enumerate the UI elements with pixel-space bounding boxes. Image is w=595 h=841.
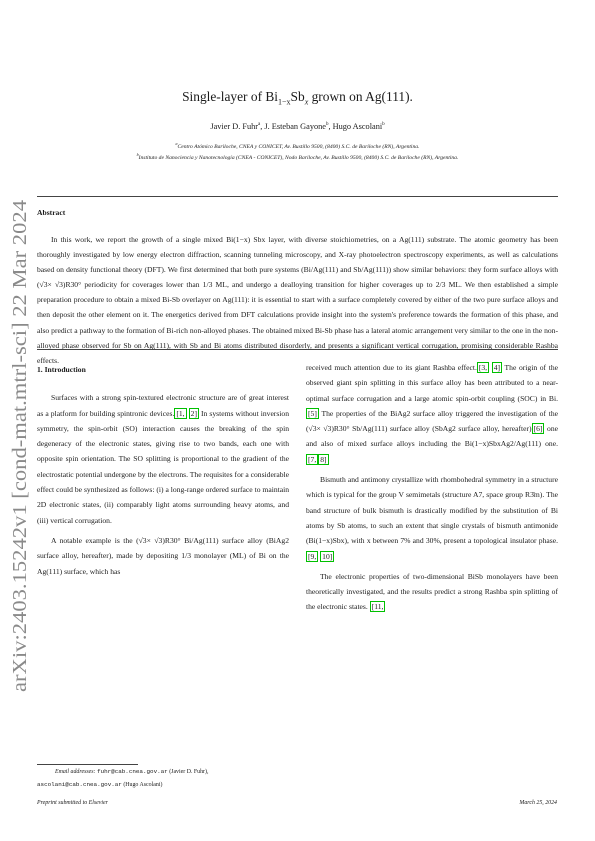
email-link[interactable]: fuhr@cab.cnea.gov.ar xyxy=(97,768,168,775)
preprint-date: March 25, 2024 xyxy=(519,800,557,806)
affiliation-a xyxy=(0,141,595,150)
affiliation-text: Instituto de Nanociencia y Nanotecnología (CNEA - CONICET), Nodo Bariloche, Av. Bustillo 9500, (8400) S.C. de Bariloche (RN), Argentina. xyxy=(138,154,459,161)
footnote-rule xyxy=(37,764,138,765)
title-part: grown on Ag(111). xyxy=(308,89,413,104)
citation-link[interactable]: 4] xyxy=(493,363,501,372)
email-link[interactable]: ascolani@cab.cnea.gov.ar xyxy=(37,781,122,788)
abstract-heading: Abstract xyxy=(37,208,66,217)
citation-link[interactable]: [9, xyxy=(308,551,317,561)
citation-link[interactable]: [3, xyxy=(478,363,488,372)
affiliation-b xyxy=(0,152,595,161)
abstract-bottom-rule xyxy=(37,349,558,350)
footnote-author: (Hugo Ascolani) xyxy=(121,782,163,788)
author-name: Javier D. Fuhr xyxy=(210,122,259,131)
left-column xyxy=(37,362,289,584)
affiliation-text: Centro Atómico Bariloche, CNEA y CONICET, Av. Bustillo 9500, (8400) S.C. de Bariloche (RN), Argentina. xyxy=(177,143,420,150)
paragraph: received much attention due to its giant Rashba effect. [3, 4] The origin of the observed giant spin splitting in this surface alloy has been attributed to a near-optimal surface corrugation and a large atomic spin-orbit coupling (SOC) in Bi.[5] The properties of the BiAg2 surface alloy triggered the investigation of the (√3× √3)R30° Sb/Ag(111) surface alloy (SbAg2 surface alloy, hereafter) [6] one and also of mixed surface alloys including the Bi(1−x)SbxAg2/Ag(111) one.[7, 8] xyxy=(306,363,558,464)
title-subscript: x xyxy=(304,97,309,107)
citation-link[interactable]: [7, xyxy=(308,454,317,464)
paragraph: Surfaces with a strong spin-textured electronic structure are of great interest as a platform for building spintronic devices. [1, 2] In systems without inversion symmetry, the spin-orbit (SO) interaction causes the breaking of the spin degeneracy of the electronic states, giving rise to two bands, each one with opposite spin orientation. The SO splitting is proportional to the gradient of the electrostatic potential undergone by the electrons. The requisites for a considerable effect could be synthesized as follows: (i) a long-range ordered surface to maintain 2D electronic states, (ii) comparably light atoms surrounding heavy atoms, and (iii) vertical corrugation. xyxy=(37,393,289,525)
citation-link[interactable]: [11, xyxy=(371,602,384,612)
paper-title xyxy=(0,89,595,107)
footnote-author: (Javier D. Fuhr), xyxy=(167,769,209,775)
arxiv-stamp xyxy=(6,192,32,692)
title-subscript: 1−x xyxy=(278,97,291,107)
abstract-top-rule xyxy=(37,196,558,197)
author-affiliation-mark: b xyxy=(382,122,385,128)
citation-link[interactable]: 10] xyxy=(322,551,333,561)
title-part: Sb xyxy=(290,89,305,104)
affiliation-mark: b xyxy=(136,152,139,157)
author-affiliation-mark: a xyxy=(258,122,261,128)
footnote-emails-2 xyxy=(37,781,162,788)
affiliation-mark: a xyxy=(175,141,178,146)
arxiv-identifier: arXiv:2403.15242v1 [cond-mat.mtrl-sci] 22 Mar 2024 xyxy=(10,267,31,692)
footnote-emails xyxy=(55,768,208,775)
paragraph: Bismuth and antimony crystallize with rhombohedral symmetry in a structure which is typical for the group V semimetals (structure A7, space group R3̄m). The band structure of bulk bismuth is drastically modified by the substitution of Bi atoms by Sb atoms, to such an extent that single crystals of bismuth antimonide (Bi(1−x)Sbx), with x between 7% and 30%, present a topological insulator phase.[9, 10] xyxy=(306,475,558,561)
author-affiliation-mark: b xyxy=(325,122,329,128)
citation-link[interactable]: [6] xyxy=(533,424,543,434)
citation-link[interactable]: 2] xyxy=(190,408,197,418)
citation-link[interactable]: [1, xyxy=(176,408,185,418)
author-name: , Hugo Ascolani xyxy=(328,122,383,131)
footnote-label: Email addresses: xyxy=(55,769,96,775)
author-list xyxy=(0,122,595,131)
citation-link[interactable]: [5] xyxy=(308,408,317,418)
section-heading: 1. Introduction xyxy=(37,365,86,374)
title-part: Single-layer of Bi xyxy=(182,89,279,104)
paragraph: The electronic properties of two-dimensional BiSb monolayers have been theoretically investigated, and the results predict a strong Rashba spin splitting of the electronic states. [11, xyxy=(306,571,558,612)
right-column xyxy=(306,360,558,620)
paragraph: A notable example is the (√3× √3)R30° Bi/Ag(111) surface alloy (BiAg2 surface alloy, hereafter), made by depositing 1/3 monolayer (ML) of Bi on the Ag(111) surface, which has xyxy=(37,535,289,576)
preprint-note: Preprint submitted to Elsevier xyxy=(37,800,108,806)
author-name: , J. Esteban Gayone xyxy=(260,122,326,131)
abstract-text: In this work, we report the growth of a single mixed Bi(1−x) Sbx layer, with diverse stoichiometries, on a Ag(111) substrate. The atomic geometry has been thoroughly investigated by low energy electron diffraction, scanning tunneling microscopy, and X-ray photoelectron spectroscopy experiments, as well as calculations based on density functional theory (DFT). We first determined that both pure systems (Bi/Ag(111) and Sb/Ag(111)) show similar behaviors: they form surface alloys with (√3× √3)R30° periodicity for coverages lower than 1/3 ML, and undergo a dealloying transition for higher coverages up to 2/3 ML. We then established a simple preparation procedure to obtain a mixed Bi-Sb overlayer on Ag(111): it is essential to start with a surface completely covered by either of the two pure surface alloys and then deposit the other element on it. The energetics derived from DFT calculations provide insight into the system's preference towards the formation of this phase, and also predict a pathway to the formation of Bi-rich non-alloyed phases. The obtained mixed Bi-Sb phase has a lateral atomic arrangement very similar to the one in the non-alloyed phase observed for Sb on Ag(111), with Sb and Bi atoms distributed disorderly, and presents a significant vertical corrugation, promising considerable Rashba effects. xyxy=(37,235,558,365)
citation-link[interactable]: 8] xyxy=(320,454,327,464)
